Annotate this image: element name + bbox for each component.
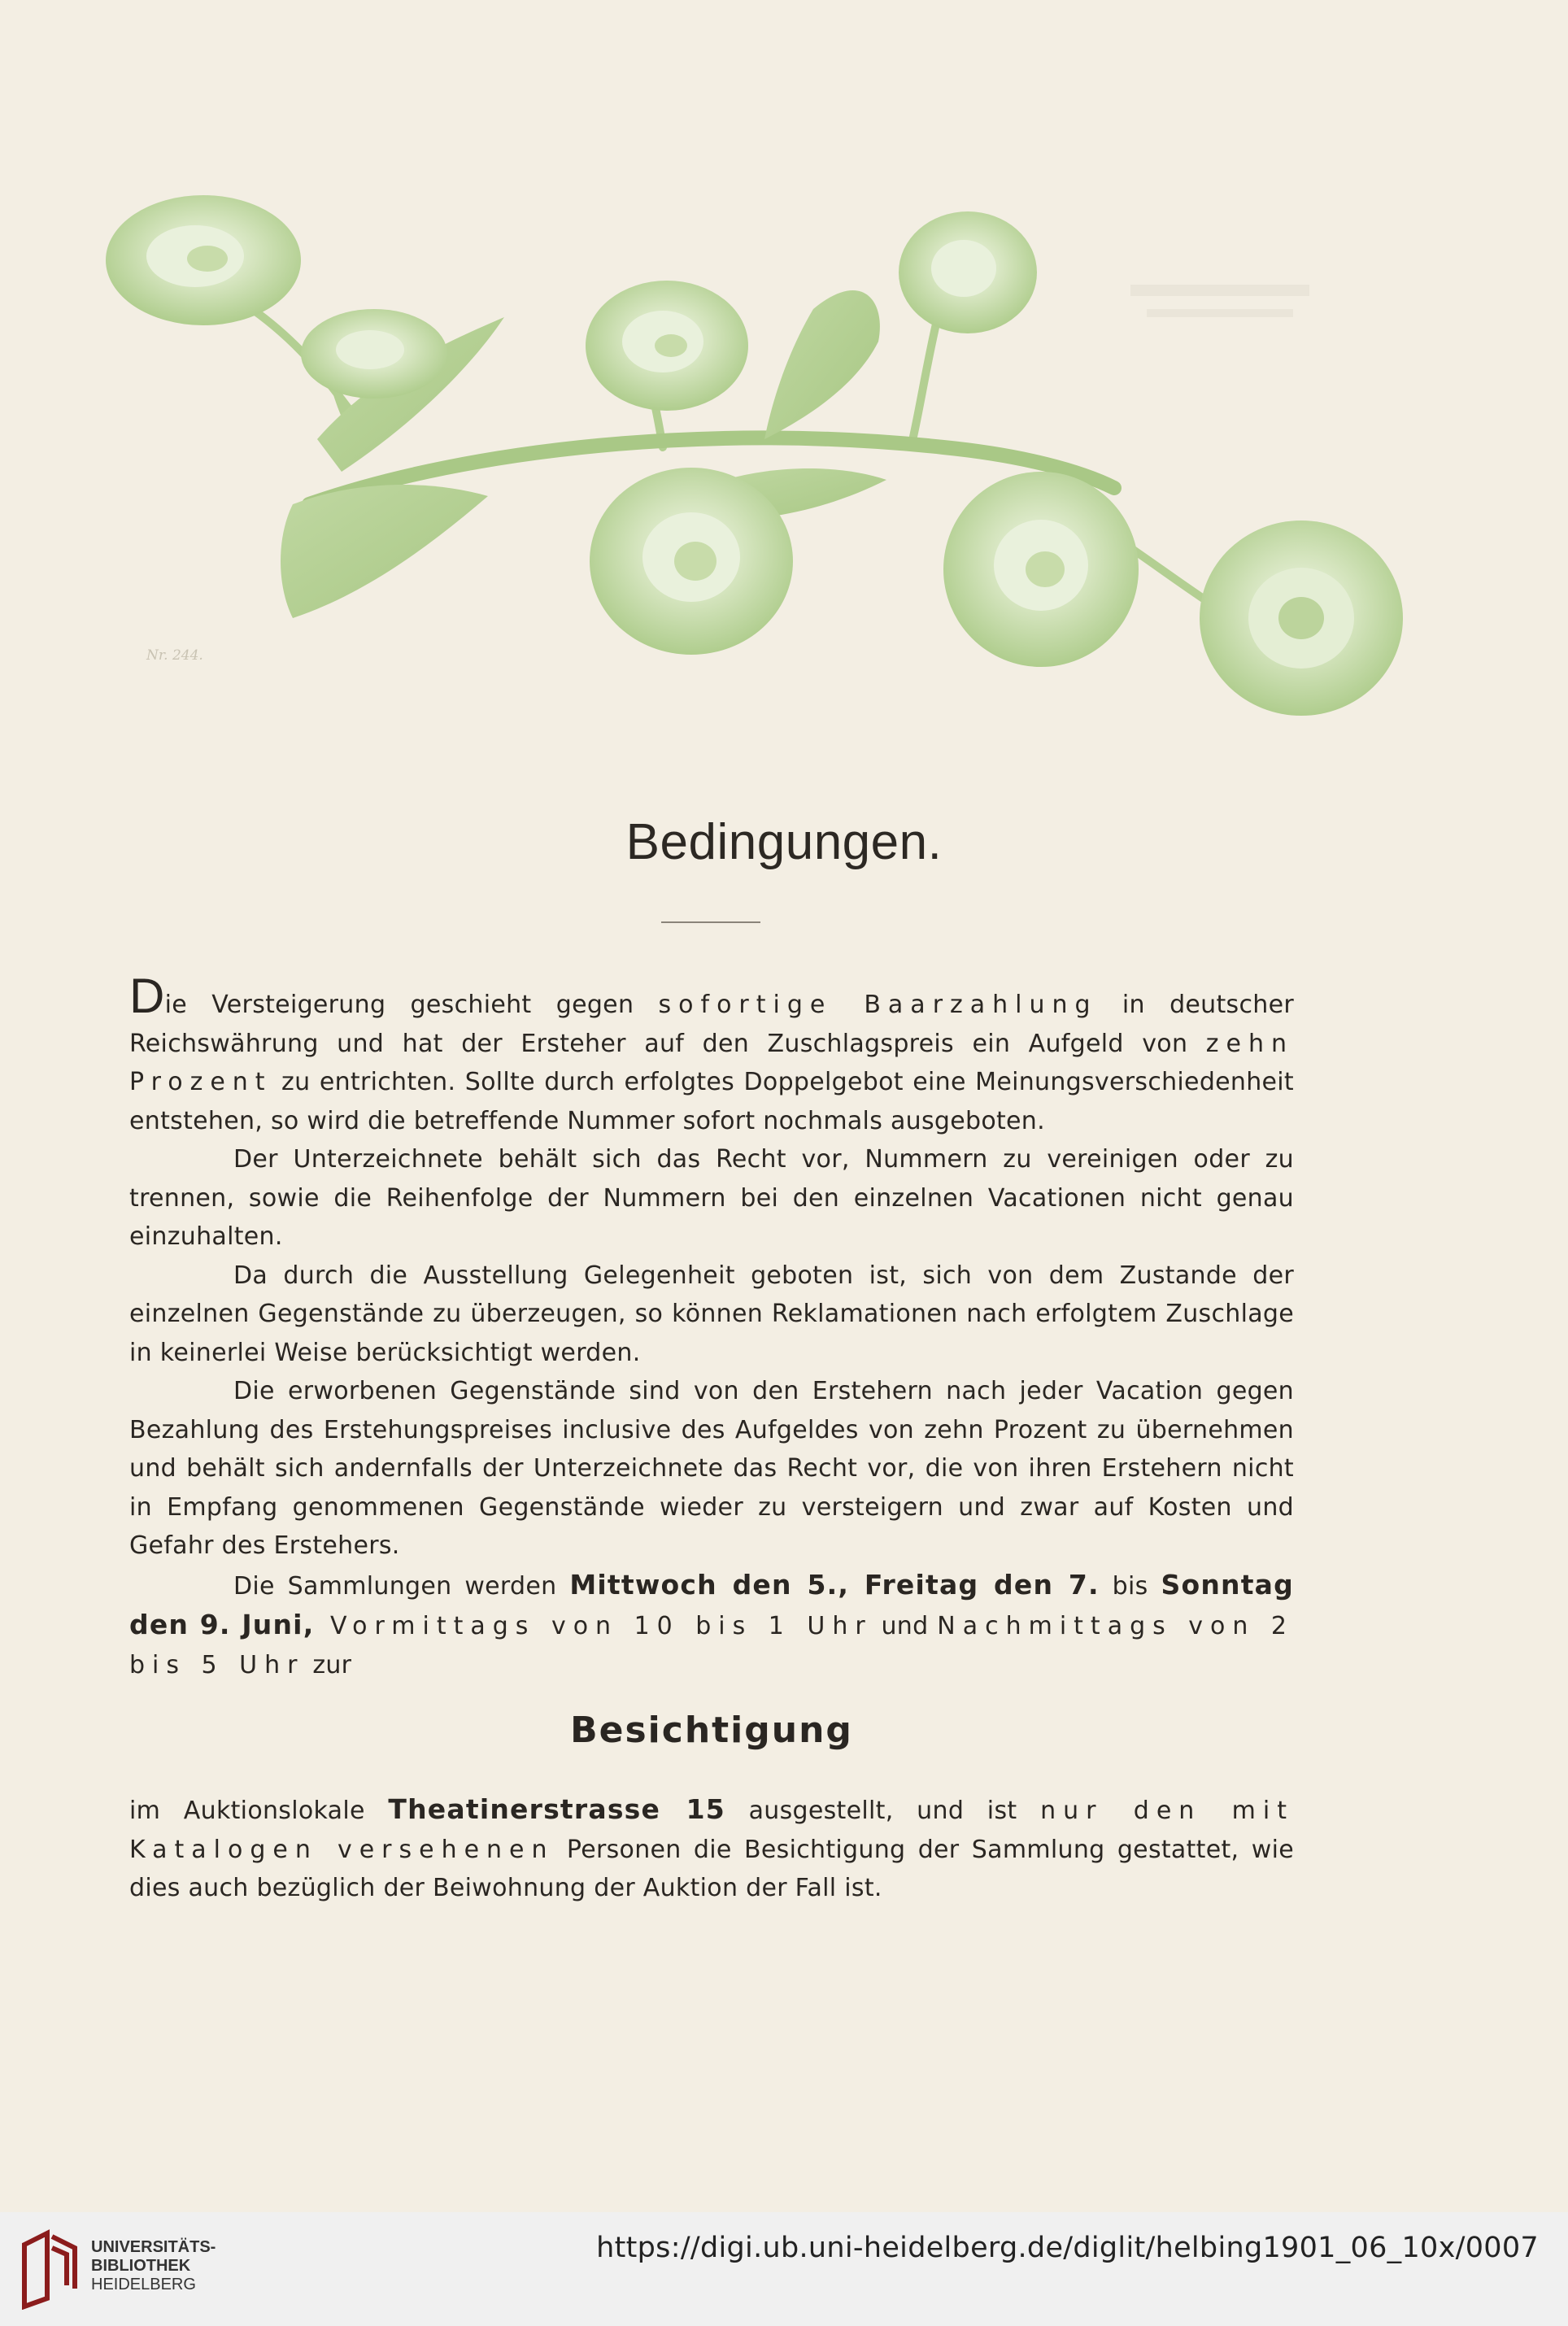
spaced-emphasis: sofortige Baarzahlung xyxy=(658,991,1098,1019)
rose-1 xyxy=(106,195,301,325)
rose-7 xyxy=(1200,521,1403,716)
paragraph-numbers: Der Unterzeichnete behält sich das Recht vor, Nummern zu vereinigen oder zu trennen, sowie die Reihenfolge der Nummern bei den einzelnen Vacationen nicht genau einzuhalten. xyxy=(129,1145,1294,1251)
paragraph-collection: Die erworbenen Gegenstände sind von den Erstehern nach jeder Vacation gegen Bezahlung des Erstehungspreises inclusive des Aufgeldes von zehn Prozent zu übernehmen und behält sich andernfalls der Unterzeichnete das Recht vor, die von ihren Erstehern nicht in Empfang genommenen Gegenstände wieder zu versteigern und zwar auf Kosten und Gefahr des Erstehers. xyxy=(129,1377,1294,1560)
text-segment: zur xyxy=(304,1650,352,1679)
rose-5 xyxy=(590,468,793,655)
text-segment: ie Versteigerung geschieht gegen xyxy=(164,991,659,1019)
text-segment: in deutscher Reichswährung und hat der Ersteher auf den Zuschlagspreis ein Aufgeld von xyxy=(129,991,1294,1058)
page-title: Bedingungen. xyxy=(625,814,943,870)
flower-illustration xyxy=(65,179,1431,716)
rose-6 xyxy=(943,472,1139,667)
spaced-emphasis: zehn Prozent xyxy=(129,1029,1294,1096)
bold-dates: Mittwoch den 5., Freitag den 7. xyxy=(569,1568,1100,1601)
library-logo-icon xyxy=(18,2228,81,2310)
library-name-line: UNIVERSITÄTS- xyxy=(91,2238,216,2256)
text-segment: Personen die Besichtigung der Sammlung gestattet, wie dies auch bezüglich der Beiwohnung der Auktion der Fall ist. xyxy=(129,1835,1294,1902)
library-name[interactable] xyxy=(91,2238,216,2294)
section-heading-besichtigung: Besichtigung xyxy=(570,1710,853,1751)
rose-3 xyxy=(586,281,748,411)
paragraph-viewing-dates xyxy=(129,1566,1294,1685)
spaced-emphasis: Nachmittags von 2 bis 5 Uhr xyxy=(129,1612,1294,1679)
plate-number: Nr. 244. xyxy=(146,647,203,664)
bold-dates: Sonntag den 9. Juni, xyxy=(129,1568,1294,1640)
title-divider xyxy=(661,921,760,923)
text-segment: zu entrichten. Sollte durch erfolgtes Doppelgebot eine Meinungsverschiedenheit entstehen, so wird die betreffende Nummer sofort nochmals ausgeboten. xyxy=(129,1068,1294,1135)
paragraph-payment xyxy=(129,969,1294,1140)
spaced-emphasis: Vormittags von 10 bis 1 Uhr xyxy=(314,1612,873,1640)
library-name-line: HEIDELBERG xyxy=(91,2276,196,2293)
paragraph-reclamations: Da durch die Ausstellung Gelegenheit geboten ist, sich von dem Zustande der einzelnen Gegenstände zu überzeugen, so können Reklamationen nach erfolgtem Zuschlage in keinerlei Weise berücksichtigt werden. xyxy=(129,1261,1294,1367)
spaced-emphasis: nur den mit Katalogen versehenen xyxy=(129,1797,1294,1864)
text-segment: im Auktionslokale xyxy=(129,1797,389,1825)
permalink-url[interactable]: https://digi.ub.uni-heidelberg.de/diglit/helbing1901_06_10x/0007 xyxy=(596,2232,1539,2264)
rose-4 xyxy=(899,211,1037,333)
text-segment: Die Sammlungen werden xyxy=(233,1571,570,1601)
conditions-text xyxy=(129,969,1294,1908)
paragraph-location xyxy=(129,1790,1294,1908)
drop-cap: D xyxy=(129,969,165,1023)
rose-2 xyxy=(301,309,447,399)
text-segment: bis xyxy=(1099,1571,1161,1601)
text-segment: ausgestellt, und ist xyxy=(725,1797,1041,1825)
library-name-line: BIBLIOTHEK xyxy=(91,2257,191,2275)
bold-address: Theatinerstrasse 15 xyxy=(388,1793,725,1825)
text-segment: und xyxy=(872,1612,938,1640)
